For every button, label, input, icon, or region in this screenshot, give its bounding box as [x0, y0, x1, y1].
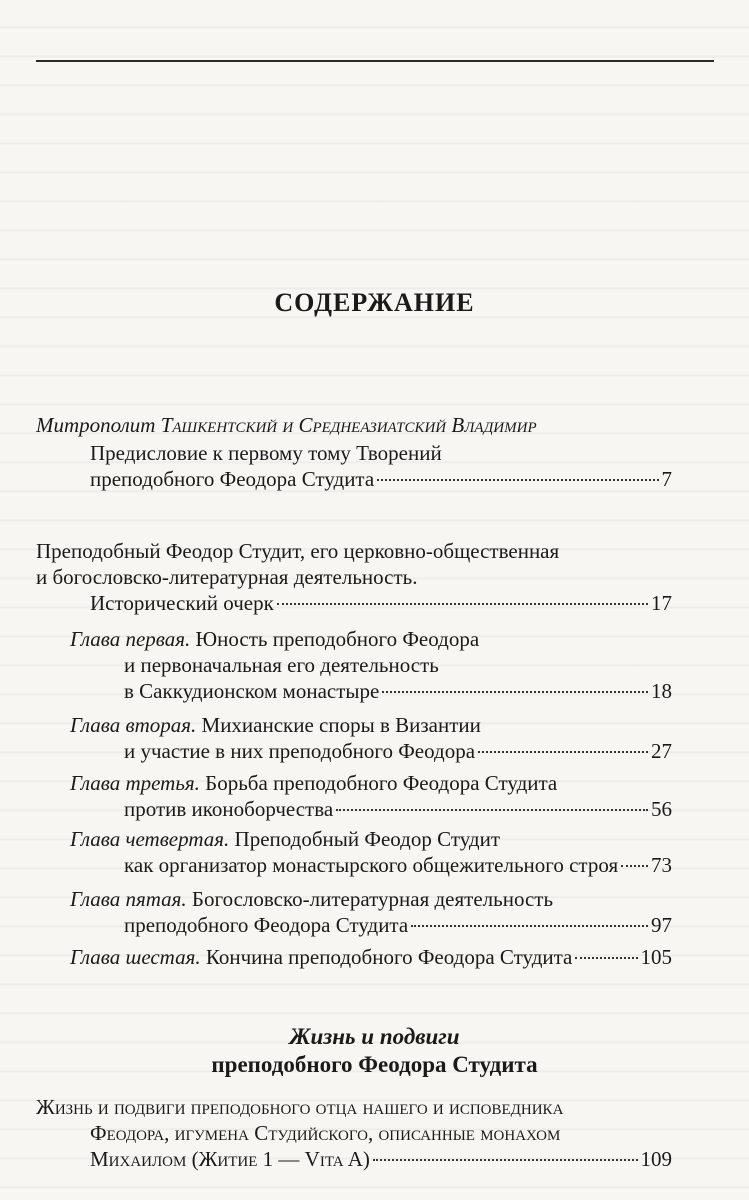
toc-entry-essay[interactable] — [90, 590, 672, 616]
page-title: СОДЕРЖАНИЕ — [274, 288, 475, 317]
chapter-label: Глава третья. — [70, 771, 200, 795]
chapter-3-title — [70, 770, 557, 796]
section-heading-line-1: Жизнь и подвиги — [289, 1024, 460, 1049]
page-number: 105 — [640, 945, 672, 969]
chapter-2-title — [70, 712, 481, 738]
essay-line-1: Преподобный Феодор Студит, его церковно-общественная — [36, 539, 560, 563]
chapter-1-line-3: в Саккудионском монастыре — [124, 679, 380, 703]
toc-entry-chapter-2[interactable] — [124, 738, 672, 764]
section-heading-line-2: преподобного Феодора Студита — [211, 1052, 538, 1077]
toc-entry-chapter-3[interactable] — [124, 796, 672, 822]
chapter-label: Глава шестая. — [70, 945, 201, 969]
chapter-text: Борьба преподобного Феодора Студита — [199, 771, 558, 795]
leader-dots — [621, 865, 648, 867]
essay-line-3: Исторический очерк — [90, 591, 274, 615]
chapter-5-line-2: преподобного Феодора Студита — [124, 913, 409, 937]
toc-entry-chapter-6[interactable] — [70, 944, 672, 970]
author-prefix: Митрополит — [36, 413, 161, 437]
chapter-4-title — [70, 826, 500, 852]
chapter-1-title — [70, 626, 479, 652]
chapter-text: Преподобный Феодор Студит — [229, 827, 501, 851]
preface-line-1: Предисловие к первому тому Творений — [90, 441, 442, 465]
toc-entry-preface[interactable] — [90, 466, 672, 492]
chapter-1-line-2: и первоначальная его деятельность — [124, 653, 439, 677]
vita-line-1: Жизнь и подвиги преподобного отца нашего и исповедника — [36, 1095, 564, 1119]
toc-entry-vita[interactable] — [90, 1146, 672, 1172]
page-number: 97 — [651, 913, 672, 937]
essay-line-2: и богословско-литературная деятельность. — [36, 565, 418, 589]
page-number: 56 — [651, 797, 672, 821]
chapter-5-title — [70, 886, 553, 912]
author-name: Ташкентский и Среднеазиатский Владимир — [160, 413, 537, 437]
leader-dots — [382, 691, 648, 693]
chapter-3-line-2: против иконоборчества — [124, 797, 334, 821]
chapter-text: Кончина преподобного Феодора Студита — [200, 945, 573, 969]
leader-dots — [336, 809, 648, 811]
toc-entry-chapter-5[interactable] — [124, 912, 672, 938]
leader-dots — [411, 925, 648, 927]
page-number: 109 — [640, 1147, 672, 1171]
toc-entry-chapter-1[interactable] — [124, 678, 672, 704]
chapter-6-title — [70, 944, 572, 970]
chapter-label: Глава первая. — [70, 627, 191, 651]
page-number: 73 — [651, 853, 672, 877]
leader-dots — [277, 603, 648, 605]
chapter-label: Глава пятая. — [70, 887, 187, 911]
leader-dots — [377, 479, 658, 481]
chapter-4-line-2: как организатор монастырского общежительного строя — [124, 853, 619, 877]
chapter-text: Богословско-литературная деятельность — [186, 887, 554, 911]
vita-line-3-text: Михаилом (Житие 1 — — [90, 1147, 305, 1171]
page-number: 17 — [651, 591, 672, 615]
leader-dots — [373, 1159, 638, 1161]
preface-line-2: преподобного Феодора Студита — [90, 467, 375, 491]
page-number: 27 — [651, 739, 672, 763]
page-number: 18 — [651, 679, 672, 703]
vita-line-3-latin: Vita A — [304, 1147, 363, 1171]
chapter-label: Глава вторая. — [70, 713, 197, 737]
chapter-label: Глава четвертая. — [70, 827, 230, 851]
author-line — [36, 412, 537, 438]
leader-dots — [478, 751, 648, 753]
vita-line-2: Феодора, игумена Студийского, описанные монахом — [90, 1121, 561, 1145]
toc-entry-chapter-4[interactable] — [124, 852, 672, 878]
leader-dots — [575, 957, 637, 959]
chapter-text: Юность преподобного Феодора — [190, 627, 480, 651]
page-number: 7 — [661, 467, 672, 491]
vita-line-3-end: ) — [362, 1147, 370, 1171]
chapter-2-line-2: и участие в них преподобного Феодора — [124, 739, 476, 763]
vita-line-3 — [90, 1146, 370, 1172]
chapter-text: Михианские споры в Византии — [196, 713, 481, 737]
